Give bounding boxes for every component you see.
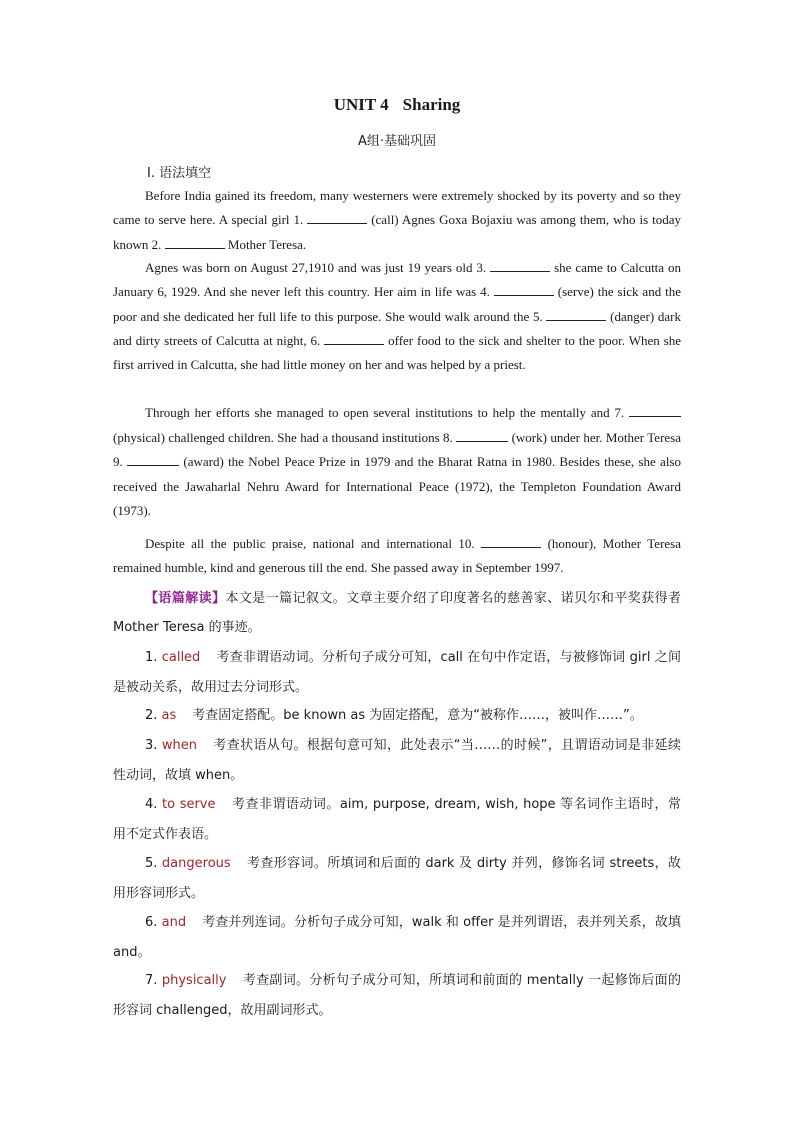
- blank-10[interactable]: [481, 535, 541, 548]
- answer-item-7: 7. physically 考查副词。分析句子成分可知，所填词和前面的 mentally 一起修饰后面的形容词 challenged，故用副词形式。: [113, 973, 681, 1018]
- blank-6[interactable]: [324, 332, 384, 345]
- blank-2[interactable]: [165, 236, 225, 249]
- answer-2: as: [161, 708, 177, 723]
- blank-7[interactable]: [629, 404, 681, 417]
- section-heading: Ⅰ. 语法填空: [147, 166, 212, 181]
- blank-3[interactable]: [490, 259, 550, 272]
- answer-item-3: 3. when 考查状语从句。根据句意可知，此处表示“当……的时候”，且谓语动词是非延续性动词，故填 when。: [113, 738, 681, 783]
- passage-paragraph-1: Before India gained its freedom, many westerners were extremely shocked by its poverty and so they came to serve here. A special girl 1. (call) Agnes Goxa Bojaxiu was among them, who is today known 2. Mother Teresa.: [113, 188, 682, 252]
- answer-item-1: 1. called 考查非谓语动词。分析句子成分可知，call 在句中作定语，与被修饰词 girl 之间是被动关系，故用过去分词形式。: [113, 650, 681, 695]
- answer-item-4: 4. to serve 考查非谓语动词。aim, purpose, dream, wish, hope 等名词作主语时，常用不定式作表语。: [113, 797, 681, 842]
- analysis-text: 本文是一篇记叙文。文章主要介绍了印度著名的慈善家、诺贝尔和平奖获得者 Mother Teresa 的事迹。: [113, 591, 681, 635]
- answer-item-5: 5. dangerous 考查形容词。所填词和后面的 dark 及 dirty 并列，修饰名词 streets，故用形容词形式。: [113, 856, 681, 901]
- blank-8[interactable]: [456, 429, 508, 442]
- group-subtitle: A组·基础巩固: [357, 134, 437, 149]
- answer-item-6: 6. and 考查并列连词。分析句子成分可知，walk 和 offer 是并列谓语，表并列关系，故填 and。: [113, 915, 682, 960]
- title-unit: UNIT 4: [333, 95, 389, 114]
- analysis-tag: 【语篇解读】: [145, 591, 226, 606]
- passage-paragraph-3: Through her efforts she managed to open several institutions to help the mentally and 7. (physical) challenged children. She had a thousand institutions 8. (work) under her. Mother Teresa 9. (award) the Nobel Peace Prize in 1979 and the Bharat Ratna in 1980. Besides these, she also received the Jawaharlal Nehru Award for International Peace (1972), the Templeton Foundation Award (1973).: [113, 405, 681, 518]
- answer-4: to serve: [162, 797, 216, 812]
- passage-paragraph-4: Despite all the public praise, national and international 10. (honour), Mother Teresa remained humble, kind and generous till the end. She passed away in September 1997.: [113, 536, 681, 576]
- blank-5[interactable]: [546, 308, 606, 321]
- answer-3: when: [161, 738, 198, 753]
- answer-7: physically: [161, 973, 227, 988]
- page-title: [113, 95, 681, 115]
- blank-4[interactable]: [494, 283, 554, 296]
- blank-1[interactable]: [307, 211, 367, 224]
- passage-analysis: [113, 584, 681, 642]
- passage-paragraph-2: Agnes was born on August 27,1910 and was just 19 years old 3. she came to Calcutta on January 6, 1929. And she never left this country. Her aim in life was 4. (serve) the sick and the poor and she dedicated her full life to this purpose. She would walk around the 5. (danger) dark and dirty streets of Calcutta at night, 6. offer food to the sick and shelter to the poor. When she first arrived in Calcutta, she had little money on her and was helped by a priest.: [113, 260, 682, 373]
- answer-5: dangerous: [161, 856, 231, 871]
- answer-item-2: 2. as 考查固定搭配。be known as 为固定搭配，意为“被称作……，被叫作……”。: [145, 708, 643, 723]
- answer-6: and: [161, 915, 187, 930]
- blank-9[interactable]: [127, 453, 179, 466]
- title-name: Sharing: [402, 95, 461, 114]
- answer-1: called: [161, 650, 201, 665]
